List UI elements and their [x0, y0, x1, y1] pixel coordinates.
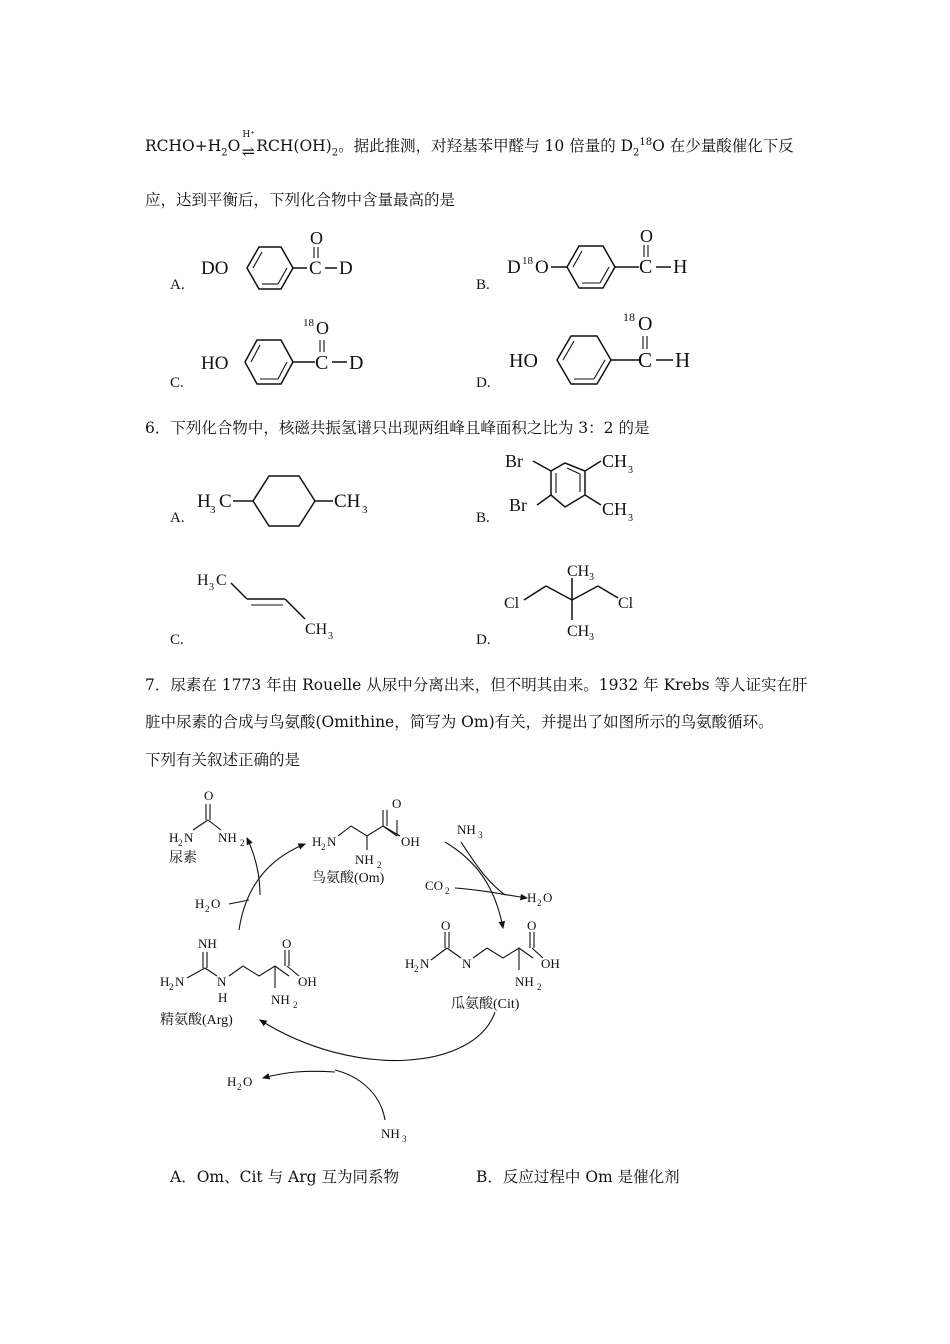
svg-text:H: H	[195, 896, 205, 911]
q6-option-b-structure	[505, 445, 665, 530]
svg-text:NH: NH	[381, 1126, 400, 1141]
svg-text:2: 2	[205, 904, 210, 914]
svg-text:HO: HO	[201, 353, 229, 374]
svg-text:3: 3	[628, 465, 633, 476]
svg-text:CH: CH	[602, 451, 628, 471]
svg-text:2: 2	[178, 838, 183, 848]
svg-text:2: 2	[377, 860, 382, 870]
svg-text:OH: OH	[541, 956, 560, 971]
svg-text:O: O	[243, 1074, 253, 1089]
svg-text:O: O	[211, 896, 221, 911]
q5-option-d-structure	[505, 305, 725, 395]
svg-text:N: N	[184, 830, 194, 845]
svg-text:CH: CH	[334, 491, 361, 512]
ornithine-name: 鸟氨酸(Om)	[312, 871, 385, 886]
svg-text:N: N	[462, 956, 472, 971]
svg-text:N: N	[175, 974, 185, 989]
svg-text:C: C	[219, 491, 232, 512]
svg-text:D: D	[349, 352, 364, 374]
svg-text:C: C	[638, 348, 653, 372]
citrulline-name: 瓜氨酸(Cit)	[451, 997, 520, 1012]
q5-option-c-structure	[195, 312, 395, 392]
svg-text:N: N	[420, 956, 430, 971]
svg-text:O: O	[535, 257, 549, 278]
svg-text:Cl: Cl	[504, 595, 520, 612]
equilibrium-arrow: H⁺ ⇌	[241, 130, 256, 162]
svg-text:OH: OH	[298, 974, 317, 989]
svg-text:18: 18	[522, 255, 533, 267]
q5-option-a-structure	[195, 225, 395, 305]
q6-option-d-label: D.	[476, 632, 491, 648]
arginine-name: 精氨酸(Arg)	[160, 1013, 233, 1028]
q7-option-a: A．Om、Cit 与 Arg 互为同系物	[170, 1168, 399, 1186]
ornithine-cycle-diagram	[155, 780, 595, 1150]
svg-text:H: H	[227, 1074, 237, 1089]
svg-text:O: O	[204, 788, 214, 803]
svg-text:CH: CH	[567, 563, 590, 580]
svg-text:Br: Br	[505, 451, 523, 471]
svg-text:O: O	[441, 918, 451, 933]
svg-text:H: H	[675, 348, 691, 372]
svg-text:3: 3	[589, 632, 594, 643]
svg-text:2: 2	[293, 1000, 298, 1010]
q5-option-d-label: D.	[476, 375, 491, 391]
svg-text:3: 3	[402, 1134, 407, 1144]
svg-text:C: C	[639, 256, 653, 278]
svg-text:H: H	[218, 990, 228, 1005]
svg-text:NH: NH	[198, 936, 217, 951]
svg-text:H: H	[527, 890, 537, 905]
ornithine-structure	[312, 796, 420, 886]
svg-text:H: H	[197, 572, 209, 589]
q6-option-b-label: B.	[476, 510, 490, 526]
svg-text:2: 2	[445, 886, 450, 896]
svg-text:C: C	[309, 258, 322, 279]
svg-text:H: H	[197, 491, 211, 512]
q5-option-b-structure	[505, 222, 725, 302]
svg-text:CH: CH	[567, 623, 590, 640]
q5-line1: $RCHO+H_2O$ H⁺ $\rightleftharpoons RCH(OH)_2$。据此推测，对羟基苯甲醛与 10 倍量的 $D_2^{18}O$ 在少量酸催化下反	[145, 130, 794, 162]
arginine-structure	[160, 936, 317, 1028]
q6-option-c-label: C.	[170, 632, 184, 648]
svg-text:CH: CH	[305, 621, 328, 638]
svg-text:H: H	[160, 974, 170, 989]
svg-text:H: H	[673, 256, 688, 278]
svg-text:D: D	[507, 257, 521, 278]
svg-text:O: O	[316, 318, 329, 338]
svg-text:O: O	[527, 918, 537, 933]
svg-text:NH: NH	[355, 852, 374, 867]
svg-text:Br: Br	[509, 495, 527, 515]
svg-text:3: 3	[210, 504, 216, 516]
q6-stem: 6．下列化合物中，核磁共振氢谱只出现两组峰且峰面积之比为 3：2 的是	[145, 419, 650, 437]
q7-line3: 下列有关叙述正确的是	[145, 751, 301, 769]
svg-text:3: 3	[328, 631, 333, 642]
svg-text:N: N	[327, 834, 337, 849]
svg-text:O: O	[310, 228, 323, 248]
svg-text:3: 3	[589, 572, 594, 583]
q5-option-a-label: A.	[170, 277, 185, 293]
svg-text:CH: CH	[602, 499, 628, 519]
svg-text:DO: DO	[201, 258, 229, 279]
q6-option-a-label: A.	[170, 510, 185, 526]
svg-text:18: 18	[623, 310, 635, 324]
svg-text:NH: NH	[515, 974, 534, 989]
q6-option-d-structure	[500, 560, 660, 650]
svg-text:O: O	[543, 890, 553, 905]
svg-text:2: 2	[414, 964, 419, 974]
svg-text:3: 3	[362, 504, 368, 516]
svg-text:H: H	[312, 834, 322, 849]
svg-text:2: 2	[537, 898, 542, 908]
svg-text:C: C	[315, 352, 329, 374]
svg-text:2: 2	[537, 982, 542, 992]
svg-text:3: 3	[209, 582, 214, 593]
svg-text:3: 3	[478, 830, 483, 840]
svg-text:O: O	[640, 226, 653, 246]
svg-text:H: H	[169, 830, 179, 845]
q7-line1: 7．尿素在 1773 年由 Rouelle 从尿中分离出来，但不明其由来。1932 年 Krebs 等人证实在肝	[145, 676, 808, 694]
svg-text:N: N	[217, 974, 227, 989]
svg-text:NH: NH	[457, 822, 476, 837]
svg-text:3: 3	[628, 513, 633, 524]
svg-text:2: 2	[169, 982, 174, 992]
svg-text:O: O	[392, 796, 402, 811]
q5-option-c-label: C.	[170, 375, 184, 391]
svg-text:CO: CO	[425, 878, 444, 893]
svg-text:2: 2	[240, 838, 245, 848]
q7-option-b: B．反应过程中 Om 是催化剂	[476, 1168, 680, 1186]
svg-text:2: 2	[321, 842, 326, 852]
svg-text:NH: NH	[271, 992, 290, 1007]
svg-text:NH: NH	[218, 830, 237, 845]
q5-option-b-label: B.	[476, 277, 490, 293]
citrulline-structure	[405, 918, 560, 1012]
q6-option-c-structure	[195, 565, 365, 645]
q7-line2: 脏中尿素的合成与鸟氨酸(Omithine，简写为 Om)有关，并提出了如图所示的鸟氨酸循环。	[145, 713, 774, 731]
q5-line2: 应，达到平衡后，下列化合物中含量最高的是	[145, 191, 456, 209]
q6-option-a-structure	[195, 465, 395, 535]
svg-text:C: C	[216, 572, 227, 589]
svg-text:2: 2	[237, 1082, 242, 1092]
svg-text:18: 18	[303, 317, 314, 329]
svg-text:H: H	[405, 956, 415, 971]
urea-name: 尿素	[169, 851, 197, 866]
svg-text:Cl: Cl	[618, 595, 634, 612]
urea-structure	[169, 788, 245, 866]
svg-text:D: D	[339, 258, 353, 279]
svg-text:HO: HO	[509, 350, 538, 372]
svg-text:O: O	[638, 313, 653, 335]
svg-text:O: O	[282, 936, 292, 951]
svg-text:OH: OH	[401, 834, 420, 849]
